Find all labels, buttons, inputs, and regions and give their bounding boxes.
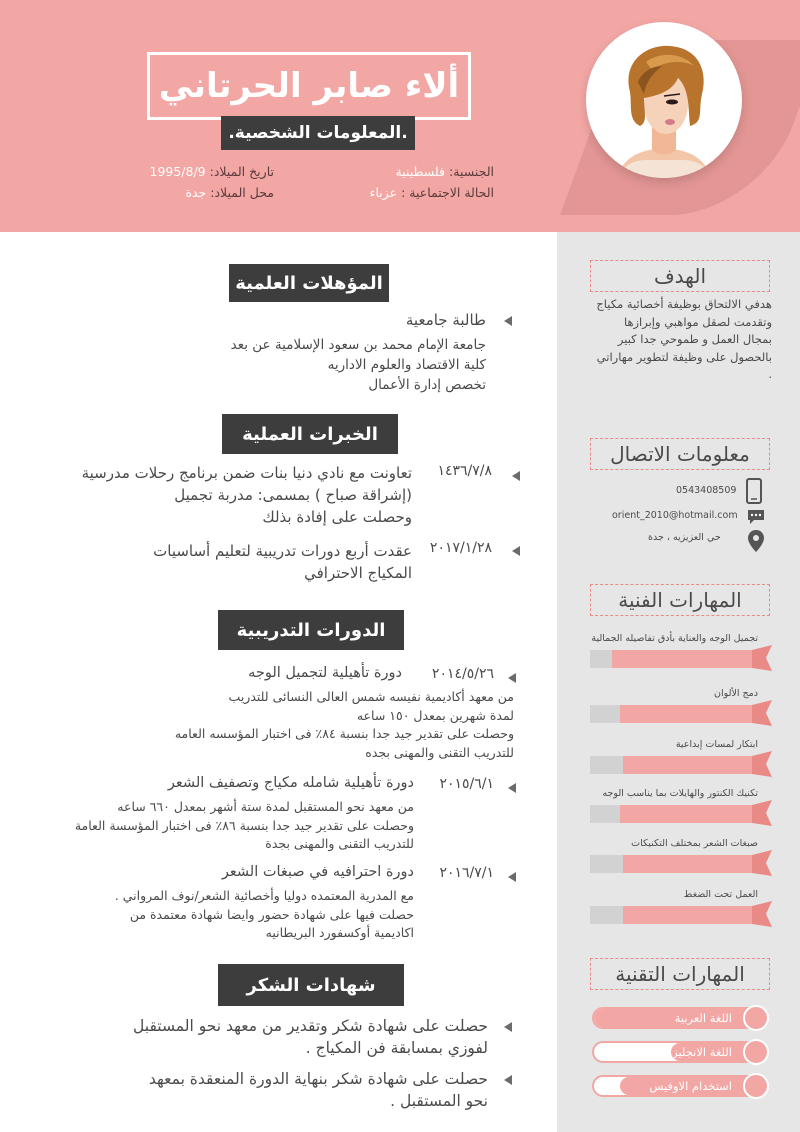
course-line: اكاديمية أوكسفورد البريطانيه [265,925,414,940]
birth-place-value: جدة [185,185,207,200]
course-line: من معهد نحو المستقبل لمدة ستة أشهر بمعدل ٦٦٠ ساعه [117,799,414,814]
course-title: دورة احترافيه في صبغات الشعر [221,864,414,880]
phone-icon [746,478,762,504]
course-details [0,887,414,943]
experience-item [0,540,412,584]
education-line: كلية الاقتصاد والعلوم الاداريه [327,357,486,373]
tech-skill-label: اللغة العربية [674,1011,732,1025]
tech-skill-bar [592,1007,768,1029]
art-skill-bar [590,906,755,924]
course-line: للتدريب التقنى والمهنى بجدة [265,836,414,851]
course-details [0,798,414,854]
personal-info-title: .المعلومات الشخصية. [221,116,415,150]
person-name: ألاء صابر الحرتاني [158,66,460,106]
certificate-line: لفوزي بمسابقة فن المكياج . [305,1039,488,1057]
tech-skill-label: اللغة الانجليزية [662,1045,732,1059]
courses-heading: الدورات التدريبية [218,610,404,650]
experience-line: تعاونت مع نادي دنيا بنات ضمن برنامج رحلات مدرسية [81,464,412,482]
birth-date-line [150,164,275,179]
certificate-line: نحو المستقبل . [390,1092,488,1110]
bullet-arrow-icon [508,783,516,793]
education-details [126,335,486,395]
experience-line: المكياج الاحترافي [304,564,412,582]
art-skill-bar [590,805,755,823]
bullet-arrow-icon [512,471,520,481]
ribbon-tail-icon [752,645,772,671]
course-date: ٢٠١٥/٦/١ [439,776,494,792]
nationality-line [396,164,495,179]
art-skill-bar-fill [620,705,755,723]
art-skill-label: تكنيك الكنتور والهايلات بما يناسب الوجه [602,788,758,799]
art-skill-label: دمج الألوان [714,688,758,699]
ribbon-tail-icon [752,850,772,876]
marital-status-value: عزباء [369,185,398,200]
course-line: مع المدرية المعتمده دوليا وأخصائية الشعر/نوف المرواني . [114,888,414,903]
bullet-arrow-icon [512,546,520,556]
tech-skill-bar [592,1041,768,1063]
education-line: جامعة الإمام محمد بن سعود الإسلامية عن بعد [230,337,486,353]
home-address: حي العزيزيه ، جدة [648,532,721,543]
tech-skill-dot [743,1073,769,1099]
bullet-arrow-icon [504,1075,512,1085]
education-title: طالبة جامعية [405,311,486,329]
certificate-line: حصلت على شهادة شكر وتقدير من معهد نحو المستقبل [133,1017,488,1035]
ribbon-tail-icon [752,800,772,826]
birth-date-value: 1995/8/9 [149,164,206,179]
email-address[interactable]: orient_2010@hotmail.com [612,510,738,521]
course-line: لمدة شهرين بمعدل ١٥٠ ساعه [356,707,514,723]
tech-skill-dot [743,1005,769,1031]
phone-number: 0543408509 [676,485,737,496]
avatar [586,22,742,178]
header-banner [0,0,800,232]
art-skill-label: العمل تحت الضغط [683,889,758,900]
name-frame [147,52,471,120]
art-skill-label: تجميل الوجه والعناية بأدق تفاصيله الجمالية [591,633,758,644]
experience-line: وحصلت على إفادة بذلك [262,508,412,526]
art-skill-bar [590,756,755,774]
birth-place-line [185,185,274,200]
art-skill-bar [590,650,755,668]
experience-date: ٢٠١٧/١/٢٨ [429,540,492,556]
course-line: للتدريب التقنى والمهنى بجده [365,744,514,760]
experience-date: ١٤٣٦/٧/٨ [437,463,492,479]
nationality-value: فلسطينية [395,164,446,179]
goal-text: هدفي الالتحاق بوظيفة أخصائية مكياج وتقدمت لصقل مواهبي وإبرازها بمجال العمل و طموحي جدا كبير بالحصول على وظيفة لتطوير مهاراتي . [596,297,772,381]
woman-portrait-illustration [586,22,742,178]
experience-line: (إشراقة صباح ) بمسمى: مدربة تجميل [174,486,412,504]
birth-place-label: محل الميلاد: [210,185,274,200]
art-skill-bar-fill [620,805,755,823]
bullet-arrow-icon [508,872,516,882]
certificates-heading: شهادات الشكر [218,964,404,1006]
course-line: وحصلت على تقدير جيد جدا بنسبة ٨٦٪ فى اختبار المؤسسة العامة [74,817,414,833]
art-skill-label: صبغات الشعر بمختلف التكنيكات [631,838,758,849]
education-line: تخصص إدارة الأعمال [368,377,486,393]
experience-line: عقدت أربع دورات تدريبية لتعليم أساسيات [153,542,412,560]
contact-heading: معلومات الاتصال [590,438,770,470]
course-line: حصلت فيها على شهادة حضور وايضا شهادة معتمدة من [129,906,414,922]
chat-bubble-icon [746,508,766,526]
course-date: ٢٠١٦/٧/١ [439,865,494,881]
marital-status-line [370,185,494,200]
marital-status-label: الحالة الاجتماعية : [401,185,494,200]
course-title: دورة تأهيلية شامله مكياج وتصفيف الشعر [167,775,414,791]
course-date: ٢٠١٤/٥/٢٦ [431,666,494,682]
education-heading: المؤهلات العلمية [229,264,389,302]
course-title: دورة تأهيلية لتجميل الوجه [248,665,402,681]
bullet-arrow-icon [504,1022,512,1032]
art-skill-bar-fill [612,650,755,668]
experience-heading: الخبرات العملية [222,414,398,454]
tech-skill-label: استخدام الاوفيس [649,1079,732,1093]
bullet-arrow-icon [504,316,512,326]
course-line: وحصلت على تقدير جيد جدا بنسبة ٨٤٪ فى اختبار المؤسسه العامه [174,726,514,741]
tech-skill-bar [592,1075,768,1097]
course-line: من معهد أكاديمية نفيسه شمس العالى النسائى للتدريب [228,689,514,704]
location-pin-icon [747,529,765,553]
art-skill-bar-fill [623,906,755,924]
certificate-line: حصلت على شهادة شكر بنهاية الدورة المنعقدة بمعهد [148,1070,488,1088]
art-skill-label: ابتكار لمسات إبداعية [675,739,758,750]
ribbon-tail-icon [752,751,772,777]
certificate-item [28,1068,488,1112]
goal-heading: الهدف [590,260,770,292]
art-skill-bar [590,855,755,873]
ribbon-tail-icon [752,901,772,927]
art-skill-bar-fill [623,855,755,873]
tech-skills-heading: المهارات التقنية [590,958,770,990]
art-skill-bar-fill [623,756,755,774]
tech-skill-dot [743,1039,769,1065]
bullet-arrow-icon [508,673,516,683]
experience-item [0,462,412,528]
nationality-label: الجنسية: [449,164,494,179]
course-details [14,688,514,762]
ribbon-tail-icon [752,700,772,726]
birth-date-label: تاريخ الميلاد: [209,164,274,179]
certificate-item [28,1015,488,1059]
art-skills-heading: المهارات الفنية [590,584,770,616]
art-skill-bar [590,705,755,723]
